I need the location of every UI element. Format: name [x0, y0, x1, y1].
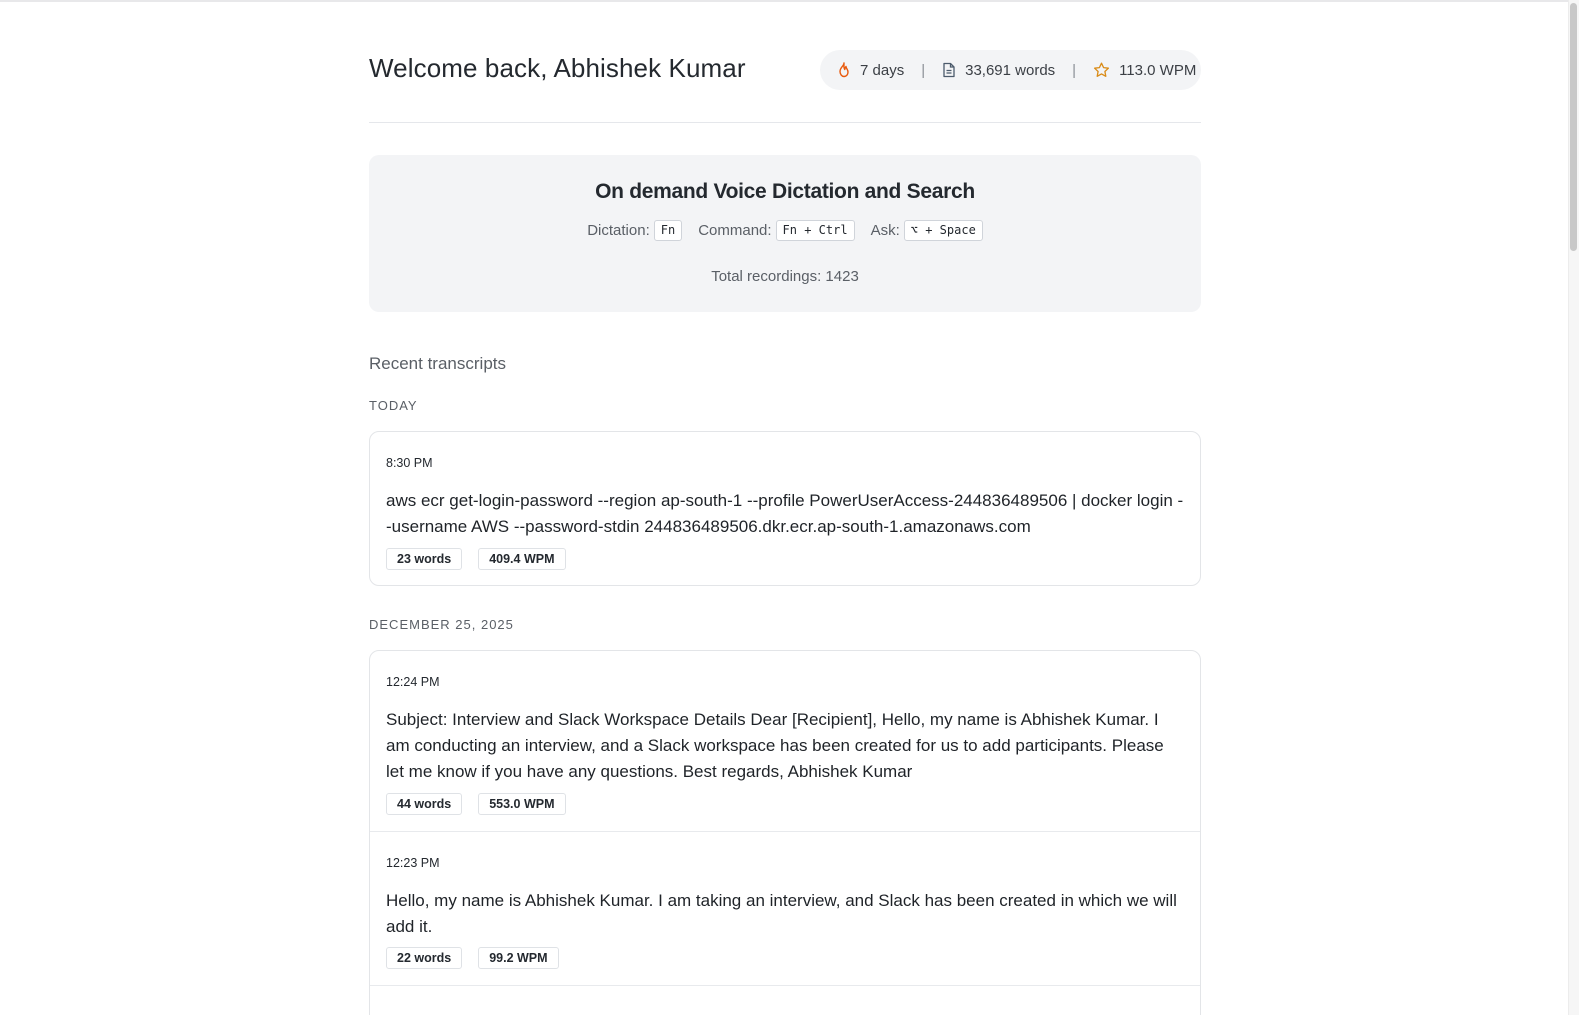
scrollbar-track[interactable]	[1568, 0, 1579, 1015]
group-label-today: TODAY	[369, 398, 418, 413]
hero-title: On demand Voice Dictation and Search	[595, 180, 975, 203]
transcript-text: Hello, my name is Abhishek Kumar. I am taking an interview, and Slack has been created in which we will add it.	[386, 891, 1177, 936]
transcript-badges	[386, 548, 582, 570]
stat-separator: |	[1072, 61, 1077, 79]
shortcut-key: Fn	[654, 220, 682, 241]
wpm-value: 113.0 WPM	[1119, 61, 1197, 79]
wpm-badge: 553.0 WPM	[478, 793, 565, 815]
transcript-time: 12:24 PM	[386, 675, 440, 689]
transcript-entry[interactable]	[370, 432, 1200, 586]
transcript-time: 12:23 PM	[386, 856, 440, 870]
transcript-text: Subject: Interview and Slack Workspace Details Dear [Recipient], Hello, my name is Abhishek Kumar. I am conducting an interview, and a Slack workspace has been created for us to add participants. Please let me know if you have any questions. Best regards, Abhishek Kumar	[386, 710, 1164, 781]
shortcut-dictation	[587, 220, 682, 241]
total-recordings: Total recordings: 1423	[711, 268, 859, 285]
group-label-december-25: DECEMBER 25, 2025	[369, 617, 514, 632]
shortcut-command	[698, 220, 854, 241]
transcript-time: 8:30 PM	[386, 456, 433, 470]
words-stat	[942, 62, 1055, 79]
recent-transcripts-heading: Recent transcripts	[369, 354, 506, 373]
wpm-badge: 409.4 WPM	[478, 548, 565, 570]
stat-separator: |	[921, 61, 926, 79]
transcript-entry[interactable]	[370, 832, 1200, 985]
streak-stat	[837, 62, 904, 79]
stats-pill	[820, 50, 1201, 90]
shortcut-key: ⌥ + Space	[904, 220, 983, 241]
transcript-badges	[386, 793, 582, 815]
page-header	[369, 50, 1201, 90]
entry-divider	[370, 985, 1200, 986]
wpm-badge: 99.2 WPM	[478, 947, 558, 969]
word-count-badge: 44 words	[386, 793, 462, 815]
streak-value: 7 days	[860, 61, 905, 79]
transcript-card	[369, 431, 1201, 586]
top-border	[0, 0, 1579, 2]
shortcut-list	[369, 220, 1201, 241]
shortcut-label: Command:	[698, 222, 772, 239]
words-value: 33,691 words	[965, 61, 1056, 79]
flame-icon	[837, 62, 851, 78]
wpm-stat	[1093, 62, 1196, 79]
shortcut-key: Fn + Ctrl	[776, 220, 855, 241]
transcript-badges	[386, 947, 575, 969]
scrollbar-thumb[interactable]	[1570, 3, 1577, 251]
transcript-entry[interactable]	[370, 651, 1200, 831]
shortcut-label: Ask:	[870, 222, 900, 239]
transcript-card	[369, 650, 1201, 1015]
word-count-badge: 22 words	[386, 947, 462, 969]
star-icon	[1093, 62, 1110, 78]
header-divider	[369, 122, 1201, 123]
dictation-hero-card	[369, 155, 1201, 312]
shortcut-ask	[871, 220, 983, 241]
shortcut-label: Dictation:	[587, 222, 650, 239]
word-count-badge: 23 words	[386, 548, 462, 570]
transcript-text: aws ecr get-login-password --region ap-south-1 --profile PowerUserAccess-244836489506 | docker login --username AWS --password-stdin 244836489506.dkr.ecr.ap-south-1.amazonaws.com	[386, 491, 1184, 536]
document-icon	[942, 62, 956, 78]
welcome-title: Welcome back, Abhishek Kumar	[369, 53, 746, 83]
